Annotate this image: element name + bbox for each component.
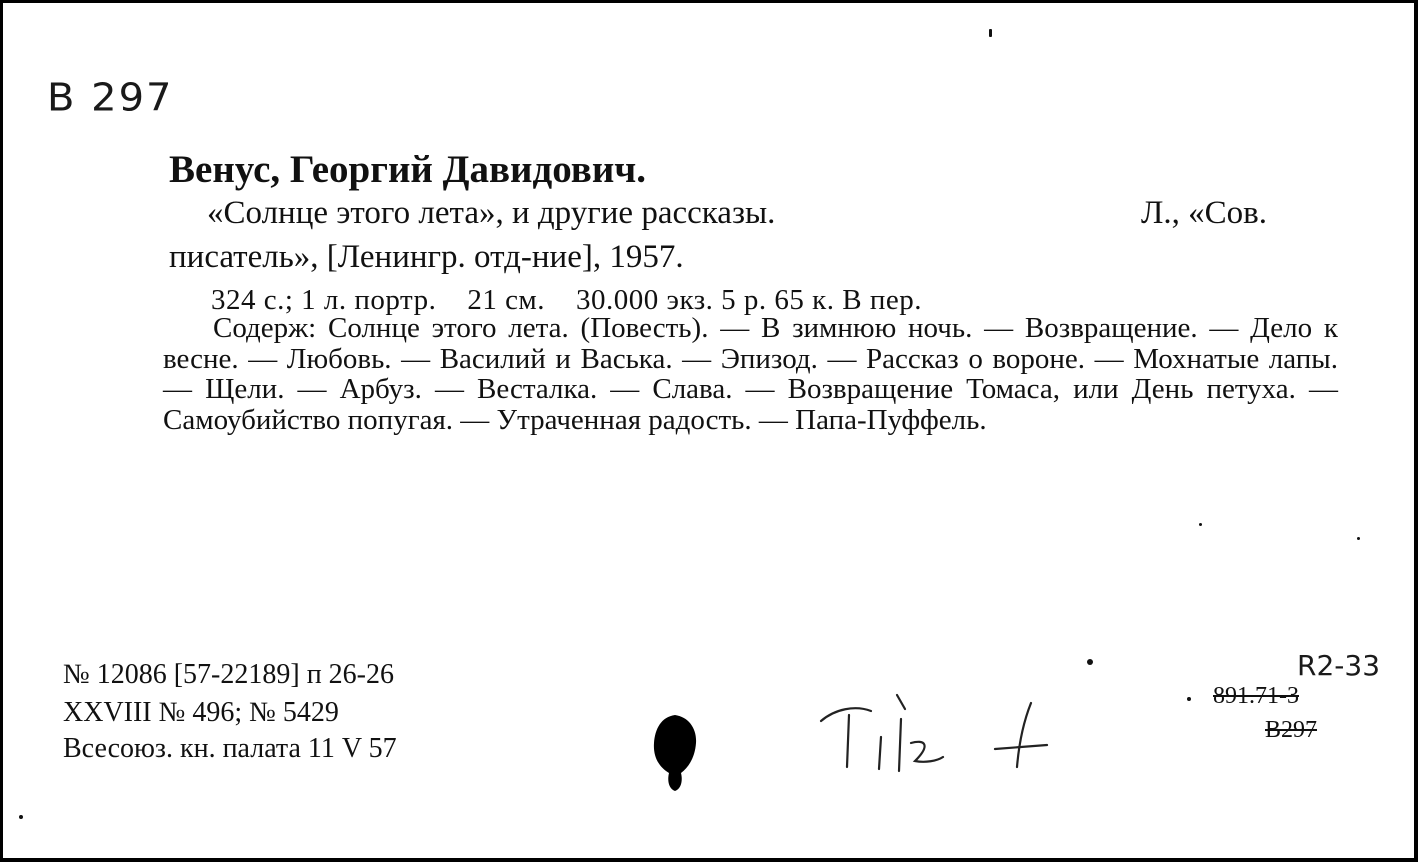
ink-speck <box>1199 523 1202 526</box>
code-number-3: B297 <box>1265 717 1318 743</box>
ink-speck <box>989 29 992 37</box>
contents-note <box>163 313 1338 435</box>
ink-speck <box>1087 659 1093 665</box>
call-number: B 297 <box>47 76 174 120</box>
publisher-city: Л., «Сов. <box>1141 195 1267 231</box>
registry-line-2: XXVIII № 496; № 5429 <box>63 697 339 728</box>
title-line-2: писатель», [Ленингр. отд-ние], 1957. <box>169 239 684 275</box>
code-number-1: R2-33 <box>1297 649 1381 682</box>
ink-speck <box>19 815 23 819</box>
ink-speck <box>1357 537 1360 540</box>
ink-speck <box>1187 697 1191 701</box>
registry-line-1: № 12086 [57-22189] п 26-26 <box>63 659 394 690</box>
author-heading: Венус, Георгий Давидович. <box>169 148 647 191</box>
handwritten-scribble <box>815 689 1055 779</box>
registry-line-3: Всесоюз. кн. палата 11 V 57 <box>63 733 397 764</box>
code-number-2: 891.71-3 <box>1213 683 1299 709</box>
physical-description: 324 с.; 1 л. портр. 21 см. 30.000 экз. 5 р. 65 к. В пер. <box>211 284 922 316</box>
title-line-1: «Солнце этого лета», и другие рассказы. <box>207 195 776 231</box>
contents-text: Содерж: Солнце этого лета. (Повесть). — В зимнюю ночь. — Возвращение. — Дело к весне. — Любовь. — Василий и Васька. — Эпизод. — Рассказ о вороне. — Мохнатые лапы. — Щели. — Арбуз. — Весталка. — Слава. — Возвращение Томаса, или День петуха. — Самоубийство попугая. — Утраченная радость. — Папа-Пуффель. <box>163 312 1338 436</box>
ink-blot <box>649 711 701 795</box>
